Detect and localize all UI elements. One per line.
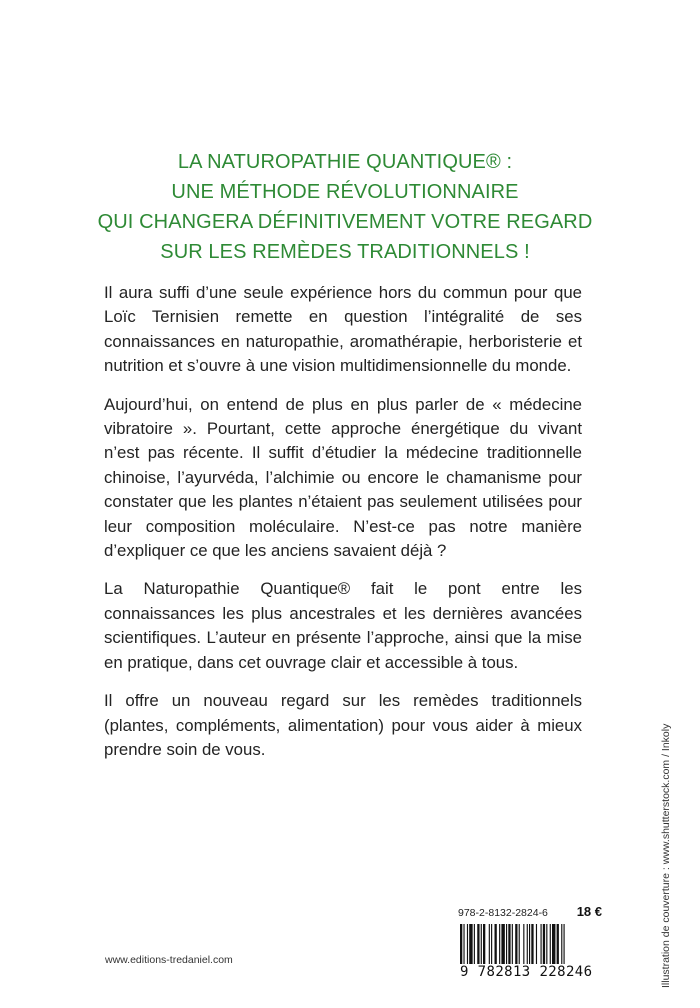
barcode-bar	[515, 924, 517, 964]
barcode-bar	[501, 924, 504, 964]
isbn-price-row	[458, 904, 602, 919]
barcode-bar	[506, 924, 507, 964]
barcode-bar	[483, 924, 485, 964]
price: 18 €	[576, 904, 602, 919]
barcode-bar	[495, 924, 497, 964]
barcode-bar	[519, 924, 520, 964]
barcode-bar	[529, 924, 530, 964]
blurb-paragraph-1: Il aura suffi d’une seule expérience hors du commun pour que Loïc Ternisien remette en question l’intégralité de ses connaissances en naturopathie, aromathérapie, herboristerie et nutrition et s’ouvre à une vision multidimensionnelle du monde.	[104, 283, 582, 376]
blurb	[104, 281, 582, 776]
barcode-bar	[499, 924, 500, 964]
illustration-credit: Illustration de couverture : www.shutterstock.com / Inkoly	[660, 723, 672, 988]
barcode-bar	[546, 924, 547, 964]
blurb-paragraph-2: Aujourd’hui, on entend de plus en plus parler de « médecine vibratoire ». Pourtant, cette approche énergétique du vivant n’est pas récente. Il suffit d’étudier la médecine traditionnelle chinoise, l’ayurvéda, l’alchimie ou encore le chamanisme pour constater que les plantes n’étaient pas seulement utilisées pour leur composition moléculaire. N’est-ce pas notre manière d’expliquer ce que les anciens savaient déjà ?	[104, 394, 582, 561]
headline	[90, 147, 600, 267]
barcode-bar	[460, 924, 462, 964]
barcode-bar	[489, 924, 490, 964]
barcode-bar	[527, 924, 528, 964]
barcode	[460, 924, 602, 964]
headline-line-3: QUI CHANGERA DÉFINITIVEMENT VOTRE REGARD	[97, 211, 593, 233]
barcode-bar	[512, 924, 513, 964]
publisher-website: www.editions-tredaniel.com	[105, 954, 233, 966]
barcode-bar	[552, 924, 555, 964]
barcode-bar	[557, 924, 559, 964]
barcode-bar	[564, 924, 565, 964]
barcode-bar	[543, 924, 545, 964]
headline-line-1: LA NATUROPATHIE QUANTIQUE® :	[177, 151, 513, 173]
barcode-digits: 9 782813 228246	[460, 964, 593, 980]
barcode-bar	[541, 924, 542, 964]
barcode-bar	[523, 924, 524, 964]
headline-line-2: UNE MÉTHODE RÉVOLUTIONNAIRE	[171, 181, 519, 203]
barcode-bar	[531, 924, 533, 964]
barcode-bar	[467, 924, 468, 964]
barcode-bar	[469, 924, 472, 964]
barcode-bar	[463, 924, 464, 964]
barcode-bar	[561, 924, 562, 964]
barcode-bar	[536, 924, 537, 964]
blurb-paragraph-3: La Naturopathie Quantique® fait le pont entre les connaissances les plus ancestrales et les dernières avancées scientifiques. L’auteur en présente l’approche, ainsi que la mise en pratique, dans cet ouvrage clair et accessible à tous.	[104, 579, 582, 672]
blurb-paragraph-4: Il offre un nouveau regard sur les remèdes traditionnels (plantes, compléments, alimentation) pour vous aider à mieux prendre soin de vous.	[104, 691, 582, 759]
barcode-bar	[550, 924, 551, 964]
headline-line-4: SUR LES REMÈDES TRADITIONNELS !	[160, 241, 530, 263]
barcode-bar	[477, 924, 479, 964]
barcode-bar	[474, 924, 475, 964]
barcode-bar	[481, 924, 482, 964]
barcode-bar	[508, 924, 510, 964]
isbn: 978-2-8132-2824-6	[458, 907, 548, 919]
barcode-bar	[491, 924, 492, 964]
